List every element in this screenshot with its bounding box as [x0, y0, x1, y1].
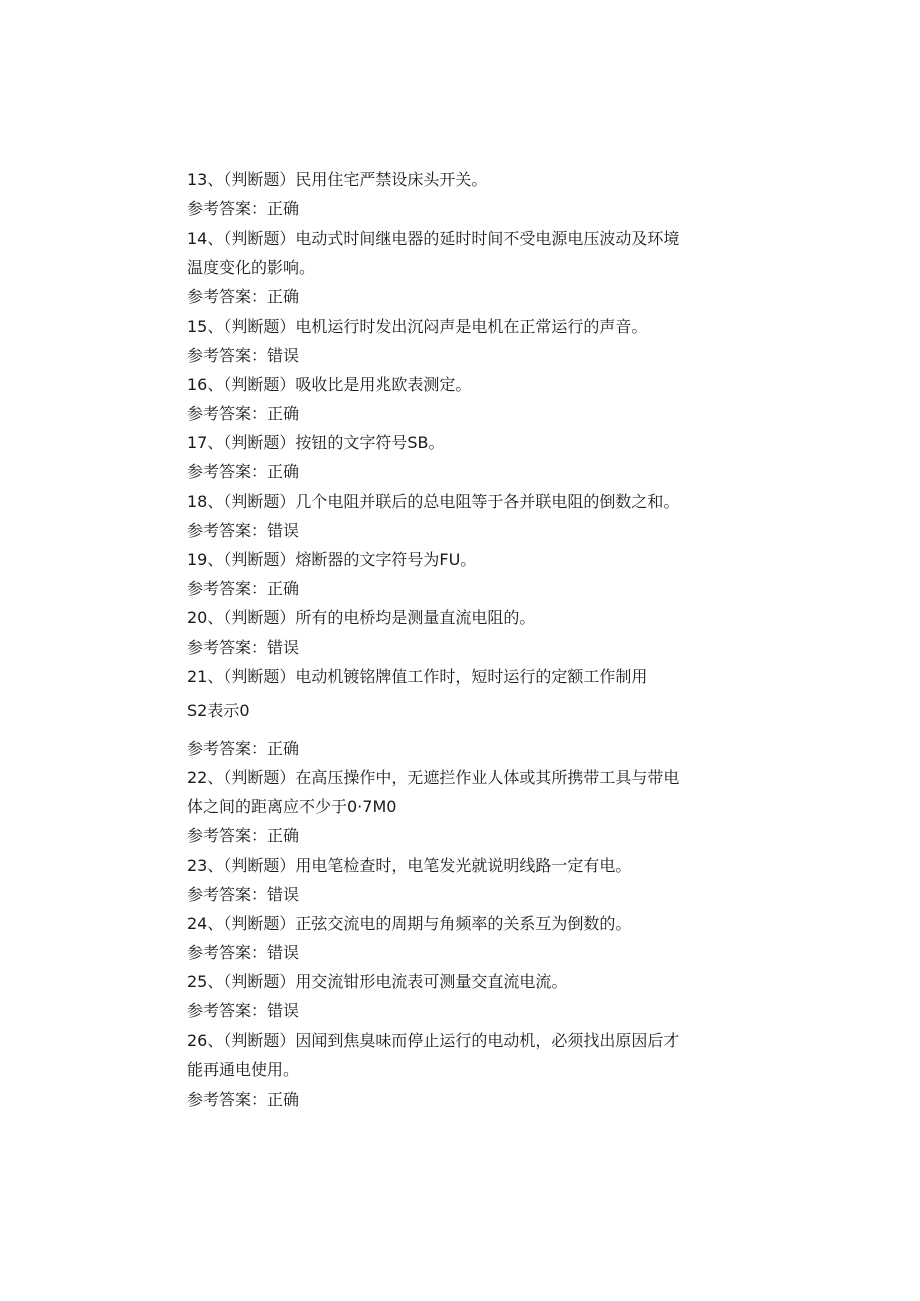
answer-17: 参考答案：正确	[187, 462, 300, 481]
answer-14: 参考答案：正确	[187, 287, 300, 306]
question-17: 17、（判断题）按钮的文字符号SB。	[187, 433, 445, 452]
question-25: 25、（判断题）用交流钳形电流表可测量交直流电流。	[187, 972, 568, 991]
question-21: 21、（判断题）电动机镀铭牌值工作时，短时运行的定额工作制用	[187, 667, 648, 686]
answer-18: 参考答案：错误	[187, 521, 300, 540]
answer-15: 参考答案：错误	[187, 346, 300, 365]
question-24: 24、（判断题）正弦交流电的周期与角频率的关系互为倒数的。	[187, 914, 632, 933]
question-19: 19、（判断题）熔断器的文字符号为FU。	[187, 550, 477, 569]
question-14-cont: 温度变化的影响。	[187, 258, 316, 277]
question-15: 15、（判断题）电机运行时发出沉闷声是电机在正常运行的声音。	[187, 317, 648, 336]
question-13: 13、（判断题）民用住宅严禁设床头开关。	[187, 170, 488, 189]
answer-13: 参考答案：正确	[187, 199, 300, 218]
answer-21: 参考答案：正确	[187, 739, 300, 758]
answer-16: 参考答案：正确	[187, 404, 300, 423]
answer-20: 参考答案：错误	[187, 638, 300, 657]
question-18: 18、（判断题）几个电阻并联后的总电阻等于各并联电阻的倒数之和。	[187, 492, 680, 511]
answer-22: 参考答案：正确	[187, 826, 300, 845]
answer-23: 参考答案：错误	[187, 885, 300, 904]
question-23: 23、（判断题）用电笔检查时，电笔发光就说明线路一定有电。	[187, 856, 632, 875]
question-22: 22、（判断题）在高压操作中，无遮拦作业人体或其所携带工具与带电	[187, 768, 680, 787]
question-26: 26、（判断题）因闻到焦臭味而停止运行的电动机，必须找出原因后才	[187, 1031, 680, 1050]
question-26-cont: 能再通电使用。	[187, 1060, 300, 1079]
answer-26: 参考答案：正确	[187, 1090, 300, 1109]
question-22-cont: 体之间的距离应不少于0·7M0	[187, 797, 397, 816]
question-14: 14、（判断题）电动式时间继电器的延时时间不受电源电压波动及环境	[187, 229, 680, 248]
answer-19: 参考答案：正确	[187, 579, 300, 598]
answer-24: 参考答案：错误	[187, 943, 300, 962]
question-21-cont: S2表示0	[187, 701, 250, 720]
question-20: 20、（判断题）所有的电桥均是测量直流电阻的。	[187, 608, 536, 627]
question-16: 16、（判断题）吸收比是用兆欧表测定。	[187, 375, 472, 394]
answer-25: 参考答案：错误	[187, 1001, 300, 1020]
